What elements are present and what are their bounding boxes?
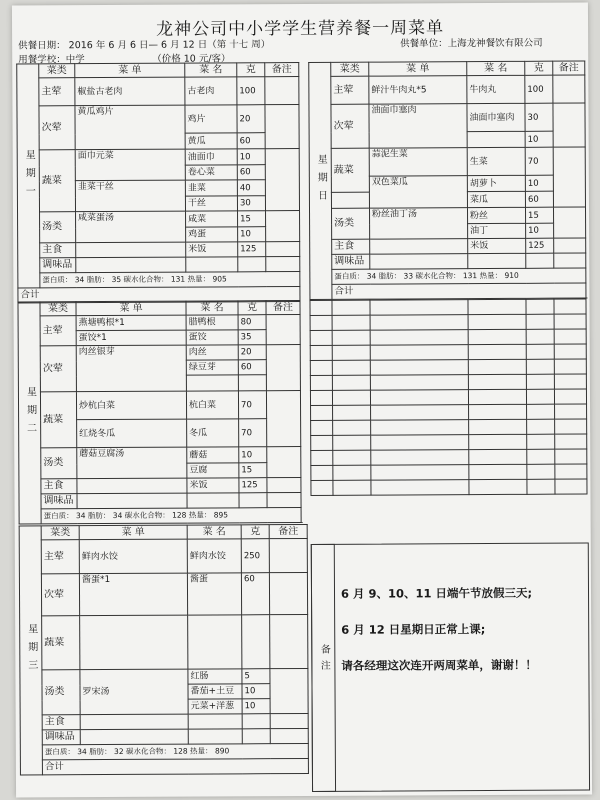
sunday-table: [308, 61, 586, 300]
dish-name: 蘑菇豆腐汤: [77, 447, 187, 479]
gram: 10: [526, 223, 554, 238]
note-line-1: 6 月 9、10、11 日端午节放假三天;: [340, 585, 533, 601]
category-label: 次荤: [40, 346, 76, 392]
gram: 125: [238, 242, 266, 257]
ingredient: 杭白菜: [186, 391, 238, 419]
blank-grid: [309, 299, 587, 496]
category-label: 蔬菜: [42, 616, 80, 670]
dish-name: 鲜汁牛肉丸*5: [369, 76, 467, 105]
gram: 250: [241, 539, 269, 573]
gram: 15: [525, 207, 553, 223]
gram: 20: [238, 345, 266, 360]
gram: 10: [525, 131, 553, 147]
category-label: 主荤: [40, 316, 76, 346]
gram: 60: [237, 165, 265, 180]
ingredient: 鸡片: [185, 105, 237, 133]
header-ingredient: 菜 名: [187, 525, 241, 539]
gram: 60: [238, 360, 266, 375]
category-label: 主食: [42, 715, 80, 730]
day-label: 星期一: [17, 64, 40, 288]
gram: 70: [239, 419, 267, 447]
gram: 10: [238, 227, 266, 242]
gram: 5: [242, 669, 270, 684]
ingredient: 生菜: [467, 147, 525, 175]
category-label: 蔬菜: [39, 150, 75, 212]
header-ingredient: 菜 名: [185, 63, 237, 77]
category-label: 调味品: [42, 730, 80, 745]
nutrition-summary: 蛋白质： 34 脂肪： 32 碳水化合物： 128 热量： 890: [42, 743, 308, 759]
header-category: 菜类: [331, 62, 369, 76]
category-label: 汤类: [331, 208, 369, 239]
ingredient: 蘑菇: [187, 447, 239, 463]
ingredient: 牛肉丸: [467, 75, 525, 103]
total-row: 合计: [332, 283, 586, 299]
ingredient: 米饭: [187, 478, 239, 493]
note-line-2: 6 月 12 日星期日正常上课;: [341, 622, 486, 637]
dish-name: 罗宋汤: [80, 669, 188, 715]
header-dish: 菜 单: [79, 525, 187, 540]
menu-sheet: [12, 2, 592, 797]
total-row: 合计: [42, 758, 308, 774]
gram: 30: [525, 103, 553, 131]
category-label: 蔬菜: [40, 392, 76, 448]
dish-name: 红烧冬瓜: [77, 419, 187, 448]
category-label: 主荤: [41, 540, 79, 574]
day-label: 星期三: [19, 526, 42, 775]
category-label: 调味品: [41, 494, 77, 509]
ingredient: 卷心菜: [185, 165, 237, 180]
gram: 10: [239, 447, 267, 463]
category-label: 次荤: [39, 106, 75, 150]
gram: 10: [242, 699, 270, 714]
total-row: 合计: [18, 287, 300, 303]
ingredient: 鲜肉水饺: [187, 539, 241, 573]
ingredient: 腊鸭根: [186, 315, 238, 330]
ingredient: 肉丝: [186, 345, 238, 360]
gram: 60: [241, 573, 269, 615]
dish-name: 燕塘鸭根*1: [76, 315, 186, 331]
wednesday-table: [19, 524, 309, 776]
gram: 35: [238, 330, 266, 345]
dish-name: 双色菜瓜: [369, 176, 467, 209]
ingredient: 古老肉: [185, 77, 237, 105]
ingredient: 蛋饺: [186, 330, 238, 345]
dish-name: 酱蛋*1: [79, 573, 187, 616]
gram: 60: [525, 191, 553, 207]
dish-name: 肉丝银芽: [76, 345, 186, 392]
header-gram: 克: [237, 63, 265, 77]
header-ingredient: 菜 名: [186, 301, 238, 315]
ingredient: 鸡蛋: [186, 227, 238, 242]
category-label: 汤类: [41, 448, 77, 479]
nutrition-summary: 蛋白质： 34 脂肪： 34 碳水化合物： 128 热量： 895: [41, 508, 301, 524]
ingredient: 米饭: [468, 238, 526, 253]
gram: 10: [242, 684, 270, 699]
ingredient: 冬瓜: [187, 419, 239, 447]
header-remark: 备注: [553, 61, 585, 75]
notes-label: 备注: [318, 643, 330, 676]
page-title: 龙神公司中小学学生营养餐一周菜单: [156, 18, 445, 40]
category-label: 主食: [41, 479, 77, 494]
dish-name: 面巾元菜: [75, 149, 185, 181]
header-category: 菜类: [40, 302, 76, 316]
gram: 20: [237, 105, 265, 133]
price: （价格 10 元/客）: [152, 53, 231, 65]
gram: 15: [239, 463, 267, 478]
ingredient: 黄瓜: [185, 133, 237, 149]
ingredient: 元菜+洋葱: [188, 699, 242, 714]
ingredient: 油丁: [468, 223, 526, 238]
category-label: 主食: [40, 243, 76, 258]
gram: 125: [239, 478, 267, 493]
dish-name: 蒜泥生菜: [369, 148, 467, 177]
header-category: 菜类: [39, 64, 75, 78]
nutrition-summary: 蛋白质： 34 脂肪： 35 碳水化合物： 131 热量： 905: [40, 272, 300, 288]
header-gram: 克: [238, 301, 266, 315]
header-dish: 菜 单: [76, 301, 186, 316]
ingredient: 粉丝: [467, 207, 525, 223]
ingredient: 红肠: [188, 669, 242, 684]
ingredient: 胡萝卜: [467, 175, 525, 191]
dish-name: 黄瓜鸡片: [75, 105, 185, 150]
category-label: 汤类: [40, 212, 76, 243]
gram: 70: [238, 391, 266, 419]
ingredient: 韭菜: [185, 180, 237, 196]
dish-name: 咸菜蛋汤: [76, 211, 186, 243]
dish-name: 粉丝油丁汤: [369, 208, 467, 240]
supplier: 供餐单位：上海龙神餐饮有限公司: [400, 37, 543, 50]
header-remark: 备注: [265, 63, 299, 77]
category-label: 调味品: [332, 254, 370, 269]
ingredient: 油面巾塞肉: [467, 103, 525, 131]
ingredient: 干丝: [185, 196, 237, 211]
gram: 60: [237, 133, 265, 149]
gram: 100: [525, 75, 553, 103]
nutrition-summary: 蛋白质： 34 脂肪： 33 碳水化合物： 131 热量： 910: [332, 268, 586, 284]
header-ingredient: 菜 名: [467, 61, 525, 75]
category-label: 次荤: [331, 104, 369, 148]
category-label: 次荤: [41, 574, 79, 616]
gram: 10: [525, 175, 553, 191]
gram: 70: [525, 147, 553, 175]
gram: 15: [238, 211, 266, 227]
gram: 125: [526, 238, 554, 253]
dish-name: 炒杭白菜: [76, 391, 186, 420]
header-dish: 菜 单: [75, 63, 185, 78]
header-remark: 备注: [269, 524, 307, 538]
ingredient: 菜瓜: [467, 191, 525, 207]
category-label: 汤类: [42, 670, 80, 715]
day-label: 星期日: [309, 62, 332, 299]
category-label: 蔬菜: [331, 148, 369, 192]
dish-name: 椒盐古老肉: [75, 77, 185, 106]
dish-name: 油面巾塞肉: [369, 104, 467, 149]
gram: 40: [237, 180, 265, 196]
ingredient: 绿豆芽: [186, 360, 238, 375]
note-line-3: 请各经理这次连开两周菜单，谢谢！！: [341, 657, 537, 673]
gram: 80: [238, 315, 266, 330]
day-label: 星期二: [18, 302, 41, 524]
gram: 10: [237, 149, 265, 165]
header-category: 菜类: [41, 526, 79, 540]
gram: 100: [237, 77, 265, 105]
ingredient: 米饭: [186, 242, 238, 257]
category-label: 主荤: [331, 76, 369, 104]
category-label: 主荤: [39, 78, 75, 106]
tuesday-table: [17, 300, 301, 524]
supply-date: 供餐日期： 2016 年 6 月 6 日— 6 月 12 日（第 十七 周）: [18, 39, 271, 52]
ingredient: 豆腐: [187, 463, 239, 478]
school: 用餐学校：中学: [18, 54, 85, 66]
header-gram: 克: [525, 61, 553, 75]
dish-name: 韭菜干丝: [75, 180, 185, 212]
header-dish: 菜 单: [369, 62, 467, 77]
monday-table: [16, 62, 300, 303]
ingredient: 咸菜: [186, 211, 238, 227]
ingredient: 番茄+土豆: [188, 684, 242, 699]
dish-name: 鲜肉水饺: [79, 539, 187, 574]
category-label: 调味品: [40, 258, 76, 273]
header-remark: 备注: [266, 301, 300, 315]
ingredient: 酱蛋: [187, 573, 241, 615]
category-label: 主食: [332, 239, 370, 254]
gram: 30: [237, 196, 265, 211]
ingredient: 油面巾: [185, 149, 237, 165]
dish-name: 蛋饺*1: [76, 330, 186, 346]
header-gram: 克: [241, 525, 269, 539]
